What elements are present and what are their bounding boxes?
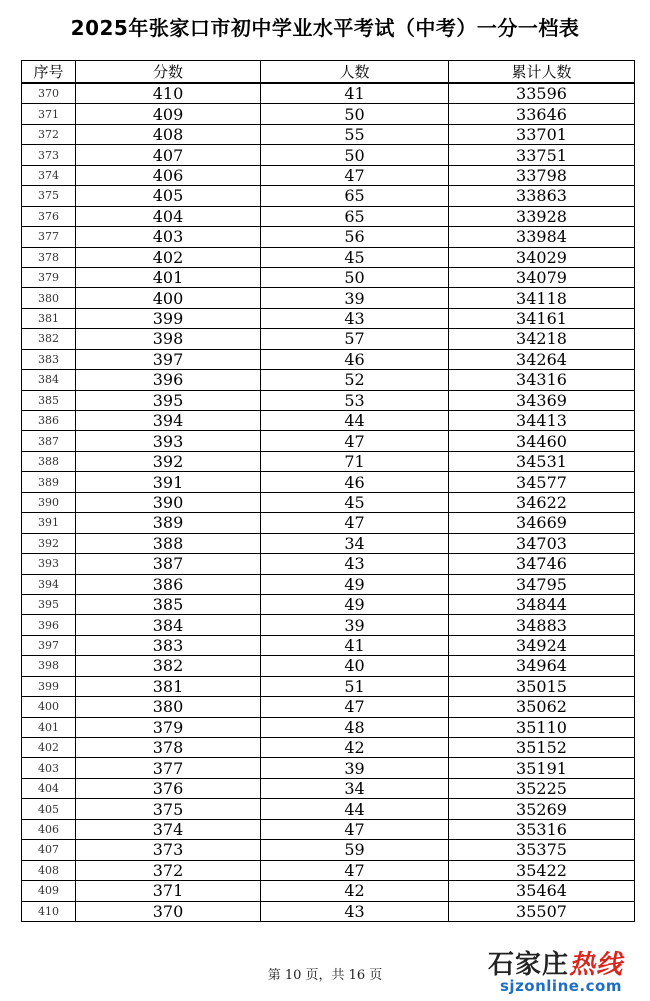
table-row: [22, 840, 635, 860]
cell-seq: 375: [22, 186, 76, 206]
cell-cumulative: 33646: [449, 104, 635, 124]
table-row: [22, 799, 635, 819]
cell-seq: 388: [22, 451, 76, 471]
cell-cumulative: 34369: [449, 390, 635, 410]
cell-score: 393: [76, 431, 261, 451]
cell-score: 370: [76, 901, 261, 921]
cell-seq: 374: [22, 165, 76, 185]
cell-count: 41: [261, 635, 449, 655]
table-row: [22, 308, 635, 328]
site-logo-watermark: [488, 944, 638, 998]
cell-seq: 377: [22, 227, 76, 247]
cell-score: 404: [76, 206, 261, 226]
cell-cumulative: 34218: [449, 329, 635, 349]
cell-cumulative: 33928: [449, 206, 635, 226]
page-title: 2025年张家口市初中学业水平考试（中考）一分一档表: [70, 16, 580, 40]
cell-seq: 401: [22, 717, 76, 737]
cell-seq: 408: [22, 860, 76, 880]
cell-count: 43: [261, 901, 449, 921]
cell-cumulative: 35110: [449, 717, 635, 737]
cell-cumulative: 35464: [449, 881, 635, 901]
cell-count: 34: [261, 778, 449, 798]
cell-score: 398: [76, 329, 261, 349]
cell-seq: 376: [22, 206, 76, 226]
cell-score: 372: [76, 860, 261, 880]
cell-cumulative: 34460: [449, 431, 635, 451]
table-row: [22, 186, 635, 206]
cell-seq: 405: [22, 799, 76, 819]
table-row: [22, 247, 635, 267]
table-row: [22, 513, 635, 533]
cell-count: 39: [261, 288, 449, 308]
cell-cumulative: 35225: [449, 778, 635, 798]
cell-cumulative: 34264: [449, 349, 635, 369]
table-row: [22, 145, 635, 165]
cell-count: 65: [261, 206, 449, 226]
table-row: [22, 227, 635, 247]
cell-count: 43: [261, 554, 449, 574]
cell-count: 51: [261, 676, 449, 696]
cell-cumulative: 34844: [449, 594, 635, 614]
cell-cumulative: 33984: [449, 227, 635, 247]
cell-cumulative: 35316: [449, 819, 635, 839]
cell-count: 39: [261, 615, 449, 635]
cell-count: 40: [261, 656, 449, 676]
cell-seq: 381: [22, 308, 76, 328]
cell-seq: 385: [22, 390, 76, 410]
cell-cumulative: 34577: [449, 472, 635, 492]
cell-seq: 400: [22, 697, 76, 717]
table-row: [22, 329, 635, 349]
table-row: [22, 472, 635, 492]
table-row: [22, 738, 635, 758]
cell-score: 387: [76, 554, 261, 574]
cell-count: 34: [261, 533, 449, 553]
cell-cumulative: 34316: [449, 370, 635, 390]
cell-seq: 395: [22, 594, 76, 614]
table-row: [22, 819, 635, 839]
cell-cumulative: 33751: [449, 145, 635, 165]
cell-cumulative: 34029: [449, 247, 635, 267]
cell-cumulative: 33798: [449, 165, 635, 185]
header-seq: 序号: [22, 61, 76, 84]
cell-count: 65: [261, 186, 449, 206]
cell-score: 408: [76, 124, 261, 144]
cell-cumulative: 35422: [449, 860, 635, 880]
cell-cumulative: 34883: [449, 615, 635, 635]
table-row: [22, 656, 635, 676]
table-row: [22, 390, 635, 410]
cell-cumulative: 34746: [449, 554, 635, 574]
cell-score: 380: [76, 697, 261, 717]
cell-count: 47: [261, 819, 449, 839]
cell-count: 41: [261, 83, 449, 104]
cell-score: 371: [76, 881, 261, 901]
table-row: [22, 615, 635, 635]
cell-cumulative: 34118: [449, 288, 635, 308]
cell-seq: 370: [22, 83, 76, 104]
table-row: [22, 349, 635, 369]
cell-seq: 391: [22, 513, 76, 533]
cell-count: 47: [261, 431, 449, 451]
table-row: [22, 594, 635, 614]
cell-count: 48: [261, 717, 449, 737]
table-row: [22, 697, 635, 717]
cell-score: 407: [76, 145, 261, 165]
cell-score: 392: [76, 451, 261, 471]
cell-score: 386: [76, 574, 261, 594]
logo-domain: sjzonline.com: [500, 977, 622, 995]
cell-score: 379: [76, 717, 261, 737]
cell-score: 402: [76, 247, 261, 267]
header-score: 分数: [76, 61, 261, 84]
cell-score: 378: [76, 738, 261, 758]
cell-score: 388: [76, 533, 261, 553]
cell-cumulative: 35375: [449, 840, 635, 860]
cell-seq: 382: [22, 329, 76, 349]
table-row: [22, 860, 635, 880]
cell-seq: 396: [22, 615, 76, 635]
logo-wordmark: [488, 944, 638, 981]
cell-seq: 393: [22, 554, 76, 574]
cell-score: 385: [76, 594, 261, 614]
table-row: [22, 451, 635, 471]
cell-score: 405: [76, 186, 261, 206]
cell-seq: 392: [22, 533, 76, 553]
cell-seq: 404: [22, 778, 76, 798]
cell-cumulative: 34703: [449, 533, 635, 553]
cell-cumulative: 34924: [449, 635, 635, 655]
cell-seq: 397: [22, 635, 76, 655]
cell-score: 400: [76, 288, 261, 308]
table-row: [22, 778, 635, 798]
table-row: [22, 676, 635, 696]
cell-seq: 372: [22, 124, 76, 144]
cell-count: 44: [261, 799, 449, 819]
table-row: [22, 124, 635, 144]
cell-count: 45: [261, 247, 449, 267]
table-row: [22, 431, 635, 451]
cell-score: 396: [76, 370, 261, 390]
table-row: [22, 370, 635, 390]
cell-seq: 394: [22, 574, 76, 594]
cell-score: 382: [76, 656, 261, 676]
table-row: [22, 717, 635, 737]
cell-count: 47: [261, 697, 449, 717]
cell-count: 44: [261, 411, 449, 431]
cell-score: 374: [76, 819, 261, 839]
cell-seq: 387: [22, 431, 76, 451]
cell-count: 50: [261, 104, 449, 124]
cell-seq: 389: [22, 472, 76, 492]
table-row: [22, 758, 635, 778]
cell-seq: 410: [22, 901, 76, 921]
cell-count: 71: [261, 451, 449, 471]
cell-score: 375: [76, 799, 261, 819]
cell-count: 45: [261, 492, 449, 512]
cell-cumulative: 33701: [449, 124, 635, 144]
cell-score: 377: [76, 758, 261, 778]
cell-seq: 384: [22, 370, 76, 390]
cell-seq: 406: [22, 819, 76, 839]
cell-cumulative: 35015: [449, 676, 635, 696]
cell-count: 39: [261, 758, 449, 778]
cell-seq: 409: [22, 881, 76, 901]
cell-score: 410: [76, 83, 261, 104]
cell-cumulative: 35152: [449, 738, 635, 758]
cell-count: 47: [261, 513, 449, 533]
cell-count: 50: [261, 267, 449, 287]
table-row: [22, 165, 635, 185]
cell-score: 390: [76, 492, 261, 512]
cell-seq: 399: [22, 676, 76, 696]
cell-score: 406: [76, 165, 261, 185]
table-row: [22, 881, 635, 901]
cell-seq: 386: [22, 411, 76, 431]
table-row: [22, 635, 635, 655]
logo-text-black: 石家庄: [488, 950, 570, 980]
cell-cumulative: 34622: [449, 492, 635, 512]
table-row: [22, 533, 635, 553]
cell-count: 46: [261, 472, 449, 492]
cell-count: 42: [261, 881, 449, 901]
table-row: [22, 288, 635, 308]
table-row: [22, 411, 635, 431]
cell-score: 399: [76, 308, 261, 328]
cell-score: 383: [76, 635, 261, 655]
cell-score: 391: [76, 472, 261, 492]
cell-count: 43: [261, 308, 449, 328]
table-row: [22, 574, 635, 594]
table-row: [22, 83, 635, 104]
header-cumulative: 累计人数: [449, 61, 635, 84]
cell-count: 52: [261, 370, 449, 390]
table-body: [22, 83, 635, 921]
table-row: [22, 554, 635, 574]
cell-cumulative: 34964: [449, 656, 635, 676]
cell-count: 46: [261, 349, 449, 369]
logo-text-red: 热线: [569, 950, 624, 980]
cell-score: 397: [76, 349, 261, 369]
cell-count: 42: [261, 738, 449, 758]
cell-score: 376: [76, 778, 261, 798]
cell-score: 395: [76, 390, 261, 410]
cell-cumulative: 34079: [449, 267, 635, 287]
cell-cumulative: 34413: [449, 411, 635, 431]
cell-count: 49: [261, 594, 449, 614]
cell-score: 381: [76, 676, 261, 696]
table-row: [22, 492, 635, 512]
cell-cumulative: 33596: [449, 83, 635, 104]
score-table: [21, 60, 635, 922]
cell-seq: 378: [22, 247, 76, 267]
cell-seq: 379: [22, 267, 76, 287]
cell-seq: 390: [22, 492, 76, 512]
cell-seq: 383: [22, 349, 76, 369]
cell-score: 403: [76, 227, 261, 247]
cell-cumulative: 35062: [449, 697, 635, 717]
cell-seq: 380: [22, 288, 76, 308]
cell-score: 389: [76, 513, 261, 533]
cell-count: 56: [261, 227, 449, 247]
cell-count: 57: [261, 329, 449, 349]
cell-cumulative: 35269: [449, 799, 635, 819]
cell-seq: 407: [22, 840, 76, 860]
cell-seq: 371: [22, 104, 76, 124]
cell-score: 384: [76, 615, 261, 635]
cell-count: 55: [261, 124, 449, 144]
cell-score: 394: [76, 411, 261, 431]
cell-count: 47: [261, 860, 449, 880]
header-count: 人数: [261, 61, 449, 84]
cell-count: 47: [261, 165, 449, 185]
cell-count: 50: [261, 145, 449, 165]
cell-count: 59: [261, 840, 449, 860]
cell-seq: 403: [22, 758, 76, 778]
cell-score: 373: [76, 840, 261, 860]
table-row: [22, 104, 635, 124]
cell-cumulative: 35191: [449, 758, 635, 778]
cell-count: 53: [261, 390, 449, 410]
cell-cumulative: 34795: [449, 574, 635, 594]
table-header-row: [22, 61, 635, 84]
cell-cumulative: 34531: [449, 451, 635, 471]
page-footer: 第 10 页，共 16 页: [267, 968, 383, 983]
cell-cumulative: 33863: [449, 186, 635, 206]
table-row: [22, 206, 635, 226]
cell-score: 401: [76, 267, 261, 287]
cell-cumulative: 35507: [449, 901, 635, 921]
cell-seq: 402: [22, 738, 76, 758]
table-row: [22, 267, 635, 287]
cell-score: 409: [76, 104, 261, 124]
cell-seq: 398: [22, 656, 76, 676]
cell-cumulative: 34161: [449, 308, 635, 328]
table-row: [22, 901, 635, 921]
cell-cumulative: 34669: [449, 513, 635, 533]
cell-seq: 373: [22, 145, 76, 165]
cell-count: 49: [261, 574, 449, 594]
